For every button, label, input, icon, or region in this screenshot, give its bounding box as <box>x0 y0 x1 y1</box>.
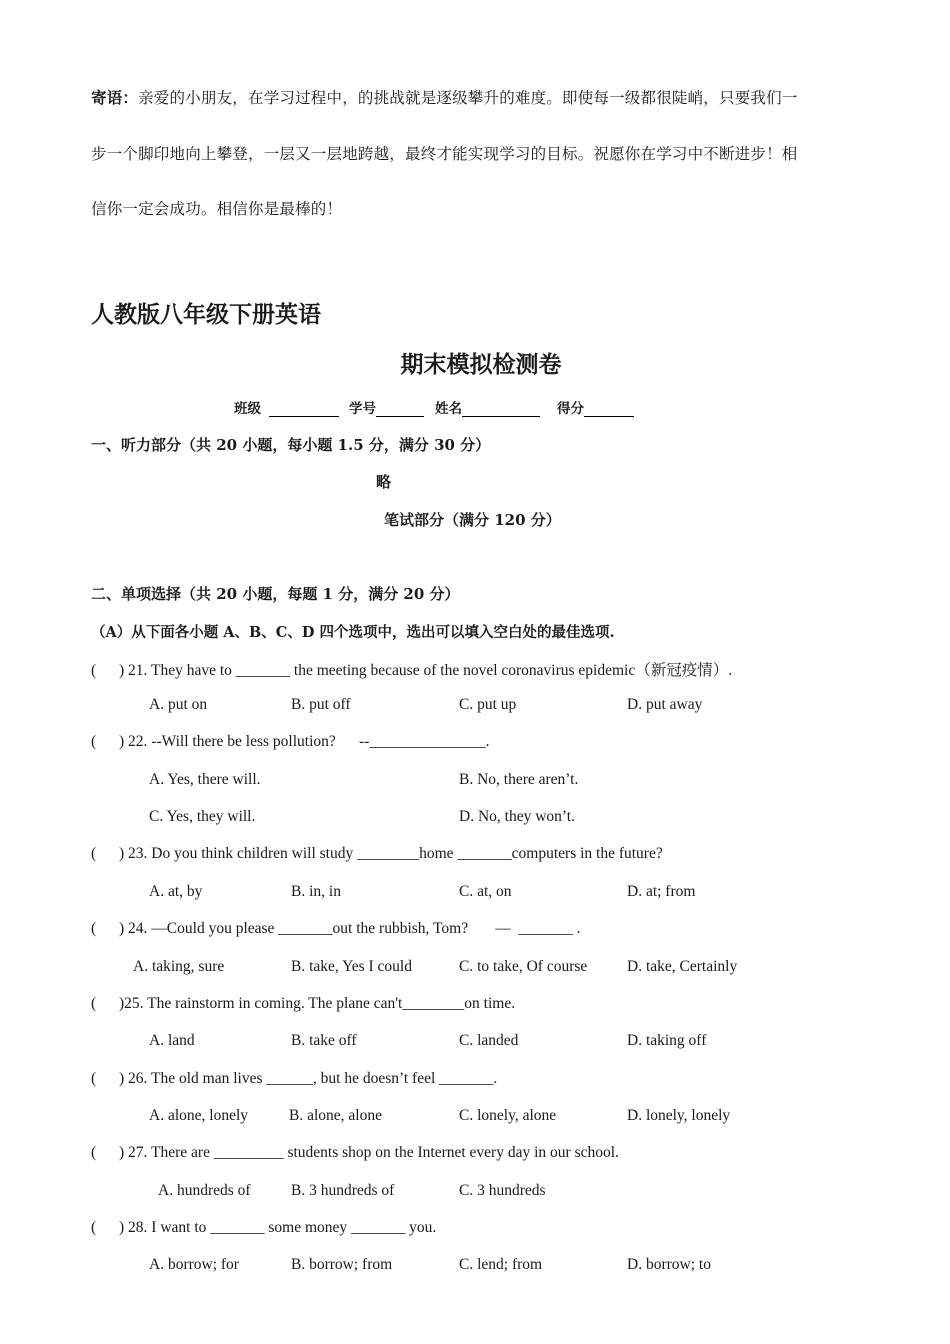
answer-paren[interactable]: ( <box>91 845 97 862</box>
option-d: D. borrow; to <box>627 1256 711 1273</box>
name-blank[interactable] <box>462 402 540 417</box>
answer-paren[interactable]: ( <box>91 920 97 937</box>
option-d: D. lonely, lonely <box>627 1107 731 1124</box>
exam-subtitle: 期末模拟检测卷 <box>400 351 562 378</box>
answer-paren[interactable]: ( <box>91 995 97 1012</box>
option-a: A. taking, sure <box>133 958 225 975</box>
question-28: ( ) 28. I want to _______ some money _______ you. <box>91 1219 437 1236</box>
question-23: ( ) 23. Do you think children will study ________home _______computers in the future? <box>91 845 663 862</box>
number-field: 学号 <box>349 397 424 417</box>
option-d: D. take, Certainly <box>627 958 738 975</box>
class-field: 班级 <box>234 397 339 417</box>
answer-paren[interactable]: ( <box>91 1144 97 1161</box>
option-b: B. take, Yes I could <box>291 958 412 975</box>
option-b: B. borrow; from <box>291 1256 393 1273</box>
option-d: D. at; from <box>627 883 696 900</box>
option-c: C. 3 hundreds <box>459 1182 546 1199</box>
option-c: C. Yes, they will. <box>149 808 256 825</box>
page-title: 人教版八年级下册英语 <box>91 301 321 328</box>
option-d: D. No, they won’t. <box>459 808 575 825</box>
listening-heading: 一、听力部分（共 20 小题，每小题 1.5 分，满分 30 分） <box>91 436 491 454</box>
number-blank[interactable] <box>376 402 424 417</box>
message-line-2: 步一个脚印地向上攀登，一层又一层地跨越，最终才能实现学习的目标。祝愿你在学习中不断进步！相 <box>91 145 798 163</box>
answer-paren[interactable]: ( <box>91 733 97 750</box>
name-field: 姓名 <box>435 397 540 417</box>
answer-paren[interactable]: ( <box>91 1070 97 1087</box>
option-c: C. lend; from <box>459 1256 543 1273</box>
option-a: A. alone, lonely <box>149 1107 249 1124</box>
omitted-note: 略 <box>376 473 392 491</box>
answer-paren[interactable]: ( <box>91 1219 97 1236</box>
question-21: ( ) 21. They have to _______ the meeting because of the novel coronavirus epidemic（新冠疫情）. <box>91 662 733 679</box>
option-b: B. take off <box>291 1032 357 1049</box>
option-c: C. at, on <box>459 883 512 900</box>
option-a: A. at, by <box>149 883 203 900</box>
option-c: C. lonely, alone <box>459 1107 557 1124</box>
option-b: B. 3 hundreds of <box>291 1182 395 1199</box>
instruction: （A）从下面各小题 A、B、C、D 四个选项中，选出可以填入空白处的最佳选项. <box>91 624 615 641</box>
option-b: B. put off <box>291 696 351 713</box>
option-c: C. put up <box>459 696 517 713</box>
option-c: C. landed <box>459 1032 519 1049</box>
question-27: ( ) 27. There are _________ students shop on the Internet every day in our school. <box>91 1144 619 1161</box>
question-25: ( )25. The rainstorm in coming. The plane can't________on time. <box>91 995 516 1012</box>
option-d: D. taking off <box>627 1032 707 1049</box>
option-d: D. put away <box>627 696 703 713</box>
class-blank[interactable] <box>269 402 339 417</box>
option-a: A. put on <box>149 696 208 713</box>
option-a: A. borrow; for <box>149 1256 239 1273</box>
option-a: A. Yes, there will. <box>149 771 261 788</box>
question-24: ( ) 24. —Could you please _______out the rubbish, Tom? — _______ . <box>91 920 581 937</box>
answer-paren[interactable]: ( <box>91 662 97 679</box>
score-blank[interactable] <box>584 402 634 417</box>
option-b: B. in, in <box>291 883 341 900</box>
message-line-1: 寄语：亲爱的小朋友，在学习过程中，的挑战就是逐级攀升的难度。即使每一级都很陡峭，只要我们一 <box>91 88 798 107</box>
score-field: 得分 <box>557 397 634 417</box>
option-a: A. land <box>149 1032 195 1049</box>
option-b: B. alone, alone <box>289 1107 382 1124</box>
written-heading: 笔试部分（满分 120 分） <box>384 511 561 529</box>
option-b: B. No, there aren’t. <box>459 771 579 788</box>
question-22: ( ) 22. --Will there be less pollution? --_______________. <box>91 733 490 750</box>
message-line-3: 信你一定会成功。相信你是最棒的！ <box>91 200 343 218</box>
message-label: 寄语： <box>91 88 139 107</box>
question-26: ( ) 26. The old man lives ______, but he doesn’t feel _______. <box>91 1070 498 1087</box>
option-a: A. hundreds of <box>158 1182 251 1199</box>
option-c: C. to take, Of course <box>459 958 588 975</box>
single-choice-heading: 二、单项选择（共 20 小题，每题 1 分，满分 20 分） <box>91 585 460 603</box>
